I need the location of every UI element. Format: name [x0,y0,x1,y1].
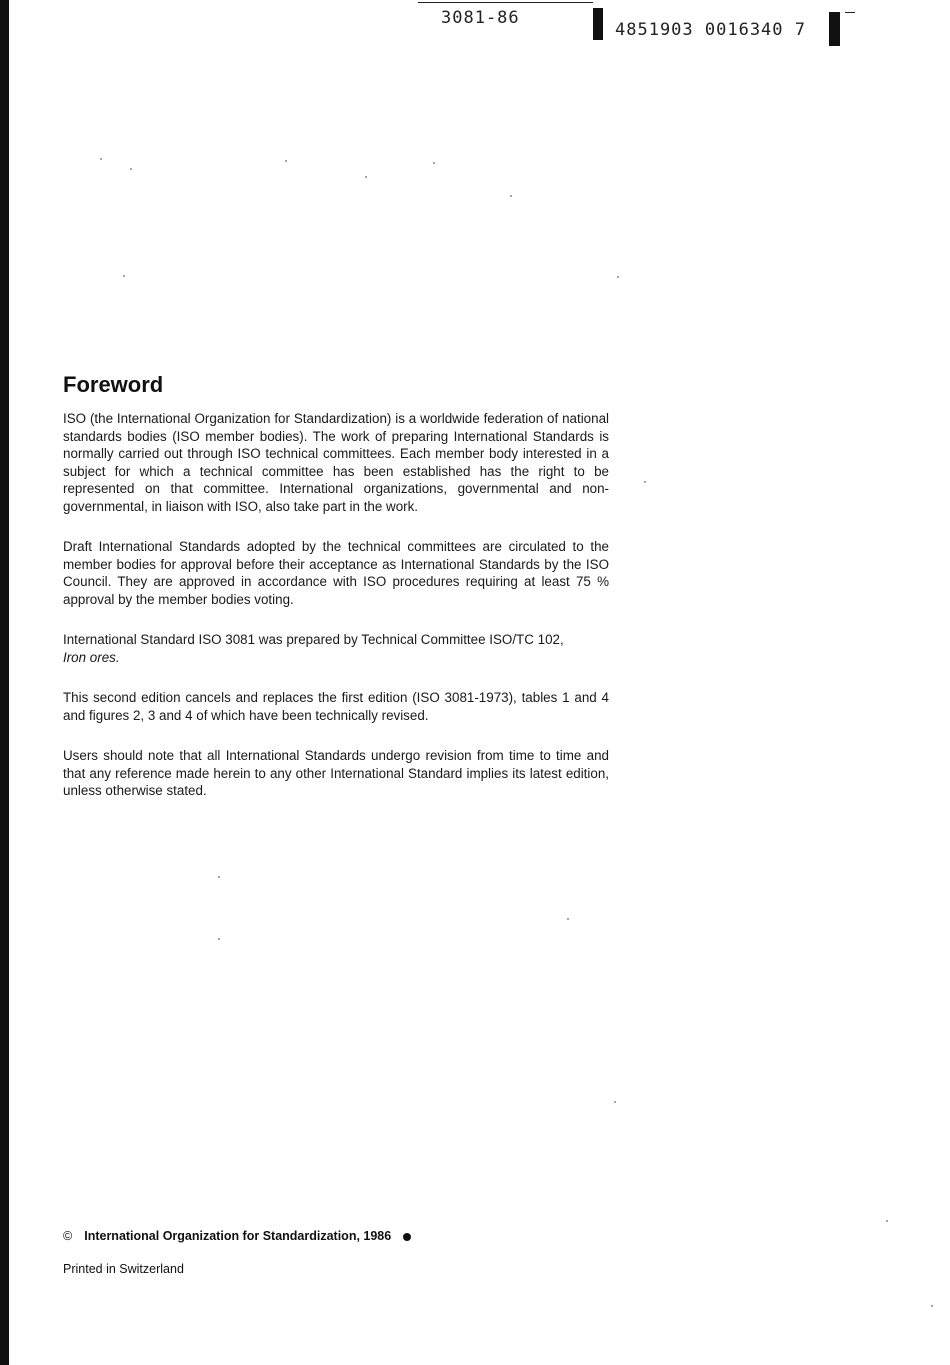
bullet-dot-icon [403,1233,411,1241]
copyright-notice [63,1229,411,1243]
foreword-paragraph-5: Users should note that all International Standards undergo revision from time to time and that any reference made herein to any other International Standard implies its latest edition, unless otherwise stated. [63,748,609,798]
scan-speck [100,158,102,160]
scan-speck [218,876,220,878]
top-rule [418,2,593,3]
scan-edge [0,0,9,1365]
scan-speck [644,481,646,483]
scan-speck [218,938,220,940]
top-rule-right [845,12,855,13]
foreword-title: Foreword [63,372,164,397]
barcode-number: 4851903 0016340 7 [615,20,806,40]
barcode-bar-right [829,12,840,46]
foreword-paragraph-2: Draft International Standards adopted by the technical committees are circulated to the member bodies for approval before their acceptance as International Standards by the ISO Council. They are approved in accordance with ISO procedures requiring at least 75 % approval by the member bodies voting. [63,539,609,607]
scan-speck [617,276,619,278]
printed-in: Printed in Switzerland [63,1262,184,1276]
copyright-text: International Organization for Standardization, 1986 [84,1229,392,1243]
committee-name: Iron ores. [63,649,120,665]
copyright-symbol: © [63,1229,73,1243]
paragraph-3-text: International Standard ISO 3081 was prepared by Technical Committee ISO/TC 102, [63,632,564,647]
foreword-paragraph-1: ISO (the International Organization for Standardization) is a worldwide federation of national standards bodies (ISO member bodies). The work of preparing International Standards is normally carried out through ISO technical committees. Each member body interested in a subject for which a technical committee has been established has the right to be represented on that committee. International organizations, governmental and non-governmental, in liaison with ISO, also take part in the work. [63,411,609,514]
foreword-section [63,372,609,823]
document-code: 3081-86 [441,8,520,28]
foreword-paragraph-3 [63,631,609,666]
scan-speck [123,275,125,277]
barcode-bar-left [593,8,603,40]
foreword-paragraph-4: This second edition cancels and replaces the first edition (ISO 3081-1973), tables 1 and 4 and figures 2, 3 and 4 of which have been technically revised. [63,690,609,723]
scan-speck [433,162,435,164]
scan-speck [365,176,367,178]
scan-speck [285,160,287,162]
scan-speck [614,1101,616,1103]
scan-speck [567,918,569,920]
scan-speck [130,168,132,170]
scan-speck [510,195,512,197]
scan-speck [886,1220,888,1222]
scan-speck [931,1305,933,1307]
